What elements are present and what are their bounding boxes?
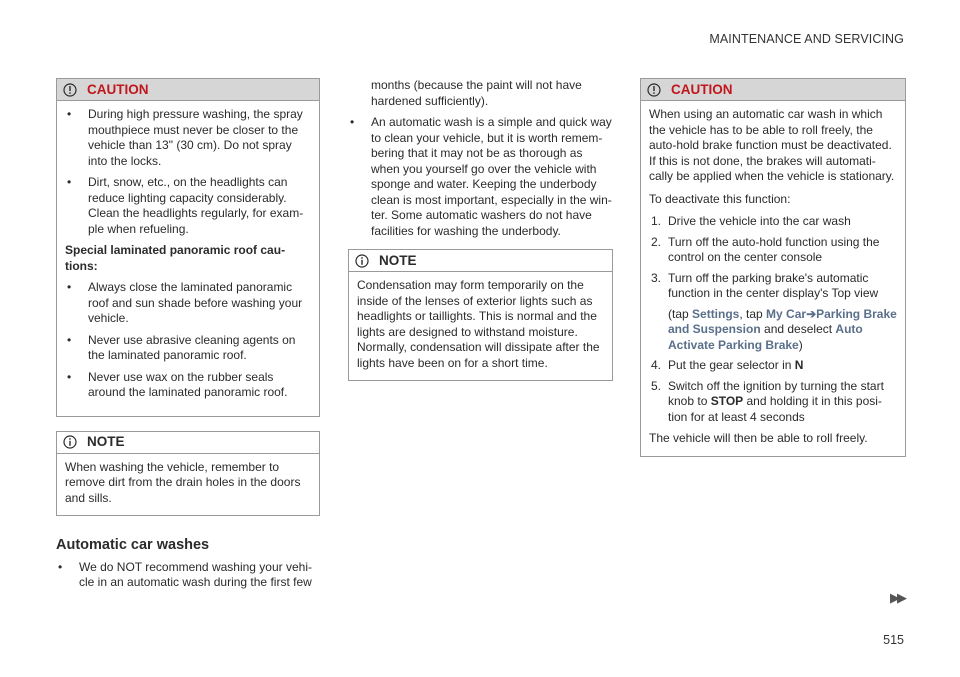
caution-outro: The vehicle will then be able to roll freely. (649, 431, 868, 445)
list-item: • Dirt, snow, etc., on the headlights can reduce lighting capacity considerably. Clean the headlights regularly, for exam-ple when refueling. (65, 175, 311, 237)
running-header: MAINTENANCE AND SERVICING (709, 32, 904, 46)
list-item (649, 214, 897, 230)
column-2 (348, 78, 613, 395)
step-text: Turn off the auto-hold function using the control on the center console (668, 234, 880, 264)
menu-path-tap: , tap (739, 306, 767, 321)
exclamation-circle-icon (647, 83, 661, 97)
step-number: 5. (651, 378, 662, 393)
menu-path-auto-activate: Auto Activate Parking Brake (668, 322, 863, 352)
arrow-right-icon: ➔ (806, 306, 817, 321)
note-header (349, 250, 612, 272)
caution-bullet-list (65, 107, 311, 237)
note-body: When washing the vehicle, remember to remove dirt from the drain holes in the doors and sills. (65, 459, 301, 505)
step-number: 1. (651, 214, 662, 228)
roof-cautions-subheading: Special laminated panoramic roof cau-tions: (65, 243, 286, 273)
menu-path-parking-brake: Parking Brake and Suspension (668, 306, 897, 336)
list-item: • Never use wax on the rubber seals around the laminated panoramic roof. (65, 370, 311, 401)
column-1 (56, 78, 320, 597)
note-header (57, 432, 319, 454)
section-title-automatic-car-washes: Automatic car washes (56, 537, 210, 553)
next-page-marker: ▶▶ (890, 590, 904, 605)
caution-label: CAUTION (87, 81, 149, 97)
info-circle-icon (63, 435, 77, 449)
caution-intro: When using an automatic car wash in which the vehicle has to be able to roll freely, the auto-hold brake function must be deactivated. If this is not done, the brakes will automati-cally be applied when the vehicle is stationary. (649, 107, 895, 183)
list-item (649, 358, 897, 374)
automatic-wash-bullets-continued (348, 78, 613, 239)
note-box-condensation (348, 249, 613, 381)
list-item: • An automatic wash is a simple and quick way to clean your vehicle, but it is worth remem-bering that it may not be as thorough as when you yourself go over the vehicle with sponge and water. Keeping the underbody clean is most important, especially in the win-ter. Some automatic washers do not have facilities for washing the underbody. (348, 115, 613, 239)
list-item (649, 235, 897, 266)
menu-path-deselect: and deselect (760, 322, 836, 336)
page-number: 515 (883, 633, 904, 647)
stop-label: STOP (710, 394, 744, 408)
deactivation-steps (649, 214, 897, 425)
caution-lead: To deactivate this function: (649, 191, 791, 206)
step-number: 4. (651, 358, 662, 372)
step-text-group (668, 379, 897, 426)
gear-position-n: N (794, 358, 804, 372)
list-item: • Always close the laminated panoramic roof and sun shade before washing your vehicle. (65, 280, 311, 327)
caution-box-high-pressure (56, 78, 320, 417)
step-text: Drive the vehicle into the car wash (668, 214, 851, 228)
info-circle-icon (355, 254, 369, 268)
step-text: Put the gear selector in (668, 358, 795, 372)
note-label: NOTE (379, 252, 417, 268)
menu-path (668, 307, 897, 354)
caution-box-auto-hold (640, 78, 906, 457)
step-text-group (668, 271, 897, 354)
note-box-drain-holes (56, 431, 320, 517)
note-label: NOTE (87, 434, 125, 450)
step-number: 2. (651, 234, 662, 249)
menu-path-open: (tap (668, 306, 693, 321)
exclamation-circle-icon (63, 83, 77, 97)
list-item: • Never use abrasive cleaning agents on the laminated panoramic roof. (65, 333, 311, 364)
roof-bullet-list (65, 280, 311, 401)
column-3 (640, 78, 906, 471)
caution-header (641, 79, 905, 101)
step-text: Switch off the ignition by turning the start knob to (668, 378, 884, 408)
list-item (649, 271, 897, 354)
menu-path-my-car: My Car (766, 306, 807, 321)
caution-body (641, 101, 905, 456)
menu-path-close: ) (798, 337, 803, 352)
caution-label: CAUTION (671, 81, 733, 97)
menu-path-settings: Settings (692, 306, 740, 321)
automatic-wash-bullets (56, 560, 320, 591)
list-item: • During high pressure washing, the spray mouthpiece must never be closer to the vehicle than 13" (30 cm). Do not spray into the locks. (65, 107, 311, 169)
step-text: Turn off the parking brake's automatic function in the center display's Top view (668, 270, 879, 300)
list-item (649, 379, 897, 426)
step-text-group (668, 358, 897, 374)
step-number: 3. (651, 270, 662, 285)
list-item: • We do NOT recommend washing your vehi-cle in an automatic wash during the first few (56, 560, 320, 591)
step-text: and holding it in this posi-tion for at least 4 seconds (668, 394, 882, 424)
note-body: Condensation may form temporarily on the inside of the lenses of exterior lights such as headlights or taillights. This is normal and the lights are designed to withstand moisture. Normally, condensation will dissipate after the lights have been on for a short time. (357, 278, 600, 370)
caution-header (57, 79, 319, 101)
caution-body (57, 101, 319, 416)
list-item: months (because the paint will not have hardened sufficiently). (371, 78, 582, 108)
